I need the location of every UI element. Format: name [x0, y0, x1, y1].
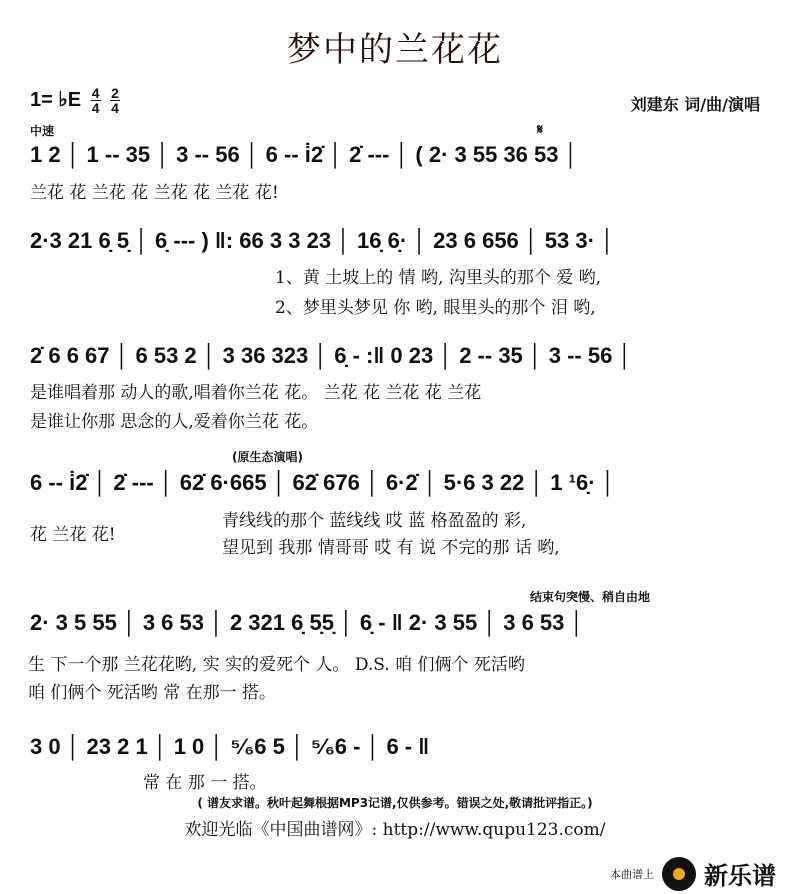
lyrics-line-1: 兰花 花 兰花 花 兰花 花 兰花 花! — [30, 183, 279, 203]
notation-line-3: 2̇ 6 6 67 │ 6 53 2 │ 3 36 323 │ 6̣ - :‖ 0 23 │ 2 -- 35 │ 3 -- 56 │ — [30, 343, 633, 368]
lyrics-line-6: 常 在 那 一 搭。 — [143, 773, 267, 793]
key-label: 1= ♭E — [30, 88, 82, 111]
lyrics-line-5-verse-2: 咱 们俩个 死活哟 常 在那一 搭。 — [28, 683, 277, 703]
segno-icon: 𝄋 — [537, 122, 544, 138]
time-signature-2-4: $\frac{2}{4}$ — [111, 85, 119, 116]
brand-prefix: 本曲谱上 — [610, 867, 654, 881]
website-link[interactable]: 欢迎光临《中国曲谱网》: http://www.qupu123.com/ — [184, 820, 606, 840]
lyrics-line-3-verse-1: 是谁唱着那 动人的歌,唱着你兰花 花。 兰花 花 兰花 花 兰花 — [30, 383, 482, 403]
notation-line-5: 2· 3 5 55 │ 3 6 53 │ 2 321 6̣ 5̣5̣ │ 6̣ - ‖ 2· 3 55 │ 3 6 53 │ — [30, 610, 585, 635]
brand-name: 新乐谱 — [704, 862, 776, 890]
annotation-ending: 结束句突慢、稍自由地 — [530, 590, 651, 604]
key-signature — [30, 86, 120, 115]
notation-line-4: 6 -- i̇2̇ │ 2̇ --- │ 62̇ 6·665 │ 62̇ 676 │ 6·2̇ │ 5·6 3 22 │ 1 ¹6̣· │ — [30, 470, 616, 495]
annotation-original-style: (原生态演唱) — [232, 450, 303, 464]
notation-line-2: 2·3 21 6̣ 5̣ │ 6̣ --- ) ‖: 66 3 3 23 │ 16̣ 6̣· │ 23 6 656 │ 53 3· │ — [30, 228, 615, 253]
lyrics-line-2-verse-1: 1、黄 土坡上的 情 哟, 沟里头的那个 爱 哟, — [275, 268, 602, 288]
lyrics-line-3-verse-2: 是谁让你那 思念的人,爱着你兰花 花。 — [30, 412, 319, 432]
transcription-note: ( 谱友求谱。秋叶起舞根据MP3记谱,仅供参考。错误之处,敬请批评指正。) — [197, 796, 593, 810]
author-credit: 刘建东 词/曲/演唱 — [630, 95, 760, 114]
vinyl-record-icon — [662, 857, 696, 891]
song-title: 梦中的兰花花 — [287, 30, 503, 70]
lyrics-line-5-verse-1: 生 下一个那 兰花花哟, 实 实的爱死个 人。 D.S. 咱 们俩个 死活哟 — [28, 655, 525, 675]
brand-logo[interactable] — [610, 856, 776, 891]
lyrics-line-4-left: 花 兰花 花! — [30, 525, 116, 545]
time-signature-4-4: $\frac{4}{4}$ — [91, 85, 100, 116]
tempo-marking: 中速 — [30, 124, 55, 138]
notation-line-1: 1 2 │ 1 -- 35 │ 3 -- 56 │ 6 -- i̇2̇ │ 2̇ --- │ ( 2· 3 55 36 53 │ — [30, 142, 579, 167]
notation-line-6: 3 0 │ 23 2 1 │ 1 0 │ ⁵⁄₆6 5 │ ⁵⁄₆6 - │ 6 - ‖ — [30, 734, 430, 759]
lyrics-line-4-verse-1: 青线线的那个 蓝线线 哎 蓝 格盈盈的 彩, — [222, 511, 527, 531]
lyrics-line-2-verse-2: 2、梦里头梦见 你 哟, 眼里头的那个 泪 哟, — [275, 298, 596, 318]
lyrics-line-4-verse-2: 望见到 我那 情哥哥 哎 有 说 不完的那 话 哟, — [222, 538, 560, 558]
